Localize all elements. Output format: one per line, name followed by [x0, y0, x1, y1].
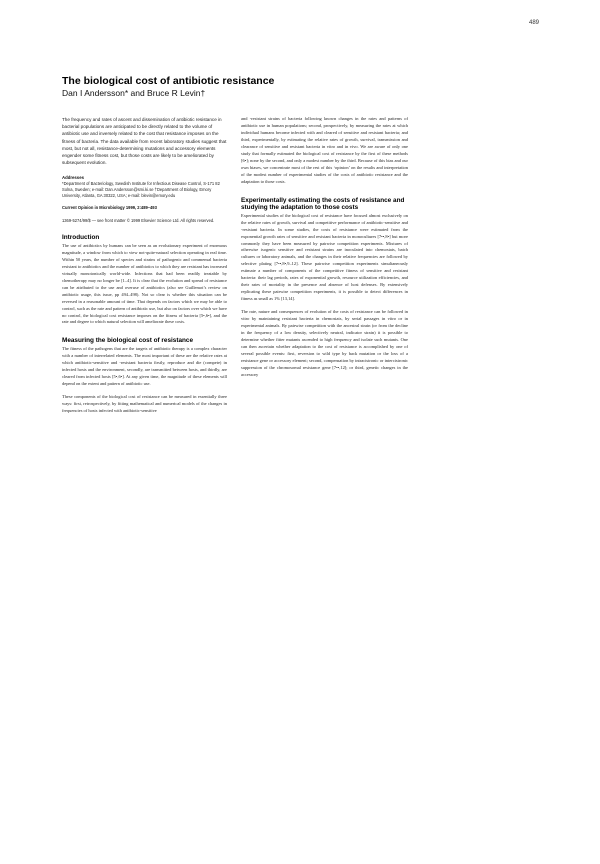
addresses-text: *Department of Bacteriology, Swedish Institute for Infectious Disease Control, S-171 82 Solna, Sweden; e-mail: Dan.Andersson@smi.ki.se †Department of Biology, Emory University, Atlanta, GA 30322, USA; e-mail: blevin@emory.edu — [62, 181, 220, 198]
experimental-heading: Experimentally estimating the costs of resistance and studying the adaptation to those costs — [241, 196, 405, 212]
right-column — [241, 116, 408, 379]
experimental-paragraph-1: Experimental studies of the biological cost of resistance have focused almost exclusively on the relative rates of growth, survival and competitive performance of antibiotic-sensitive and -resistant bacteria. In some studies, the costs of resistance were estimated from the exponential growth rates of sensitive and resistant bacteria in monocultures [7••,8•] but more commonly they have been measured by pairwise competition experiments. Mixtures of otherwise isogenic sensitive and resistant strains are inoculated into chemostats, batch cultures or laboratory animals, and the changes in their relative frequencies are followed by selective plating [7••,8•,9–12]. These pairwise competition experiments simultaneously estimate a number of components of the competitive fitness of sensitive and resistant bacteria: their lag periods, rates of exponential growth, resource utilization efficiencies, and their rates of mortality in the presence and absence of host defenses. By extensively replicating these pairwise competition experiments, it is possible to detect differences in fitness as small as 1% [13,14]. — [241, 212, 408, 302]
article-authors: Dan I Andersson* and Bruce R Levin† — [62, 88, 206, 98]
left-column — [62, 116, 227, 415]
measuring-paragraph-1: The fitness of the pathogens that are the targets of antibiotic therapy is a complex character with a number of interrelated elements. The most important of these are the relative rates at which antibiotic-sensitive and -resistant bacteria firstly, reproduce and die (compete) in infected hosts and the environment, secondly, are transmitted between hosts, and thirdly, are cleared from infected hosts [5•,6•]. At any given time, the magnitude of these elements will depend on the extent and pattern of antibiotic use. — [62, 346, 227, 386]
journal-citation: Current Opinion in Microbiology 1999, 2:489–493 — [62, 205, 157, 211]
addresses-heading: Addresses — [62, 175, 84, 181]
issn-copyright: 1369-5274/99/$ — see front matter © 1999 Elsevier Science Ltd. All rights reserved. — [62, 217, 215, 223]
article-title: The biological cost of antibiotic resistance — [62, 75, 275, 87]
abstract: The frequency and rates of ascent and dissemination of antibiotic resistance in bacterial populations are anticipated to be directly related to the volume of antibiotic use and inversely related to the cost that resistance imposes on the fitness of bacteria. The data available from recent laboratory studies suggest that most, but not all, resistance-determining mutations and accessory elements engender some fitness cost, but those costs are likely to be ameliorated by subsequent evolution. — [62, 117, 227, 166]
introduction-heading: Introduction — [62, 234, 100, 242]
introduction-text: The use of antibiotics by humans can be seen as an evolutionary experiment of enormous magnitude, a window from which to view not-quite-natural selection operating in real time. Within 50 years, the number of species and strains of pathogenic and commensal bacteria resistant to antibiotics and the number of antibiotics to which they are resistant has increased virtually monotonically world-wide. Infections that had been readily treatable by chemotherapy may no longer be [1–4]. It is clear that the evolution and spread of resistance can be attributed to the use and overuse of antibiotics (also see Guillemot’s review on antibiotic usage, this issue, pp 494–498). Not so clear is whether this situation can be reversed in a reasonable amount of time. That depends on factors which we may be able to control, such as the rate and pattern of antibiotic use, but also on factors over which we have no control, the biological cost resistance imposes on the fitness of bacteria [5•,6•], and the rate and degree to which natural selection will ameliorate these costs. — [62, 242, 227, 325]
measuring-paragraph-2: These components of the biological cost of resistance can be measured in essentially three ways: first, retrospectively, by fitting mathematical and numerical models of the changes in frequencies of hosts infected with antibiotic-sensitive — [62, 393, 227, 413]
experimental-paragraph-2: The rate, nature and consequences of evolution of the costs of resistance can be followed in vitro by maintaining resistant bacteria in chemostats, by serial passages in vitro or in experimental animals. By pairwise competition with the ancestral strain (or from the decline in the frequency of a low density, selectively neutral, indicator strain) it is possible to determine whether fitter mutants ascended to high frequency and isolate such mutants. One can then ascertain whether adaptation to the cost of resistance is accomplished by one of several possible events: first, reversion to wild type by back mutation or the loss of a resistance gene or accessory element; second, compensation by intracistronic or intercistronic suppression of the chromosomal resistance gene [7••,12]; or third, genetic changes in the accessory — [241, 309, 408, 377]
page-number: 489 — [528, 20, 539, 26]
intro-continuation: and -resistant strains of bacteria following known changes in the rates and patterns of antibiotic use in human populations; second, prospectively, by measuring the rates at which individual humans become infected with and cleared of sensitive and resistant bacteria; and third, experimentally, by estimating the relative rates of growth, survival, transmission and clearance of sensitive and resistant bacteria in vitro and in vivo. We are aware of only one study that formally estimated the biological cost of resistance by the first of these methods [6•]; none by the second, and only a modest number by the third. Because of this bias and our own biases, we concentrate most of the rest of this ‘opinion’ on the results and interpretation of the modest number of experimental studies of the costs of antibiotic resistance and the adaptation to those costs. — [241, 116, 408, 184]
measuring-heading: Measuring the biological cost of resistance — [62, 337, 194, 345]
